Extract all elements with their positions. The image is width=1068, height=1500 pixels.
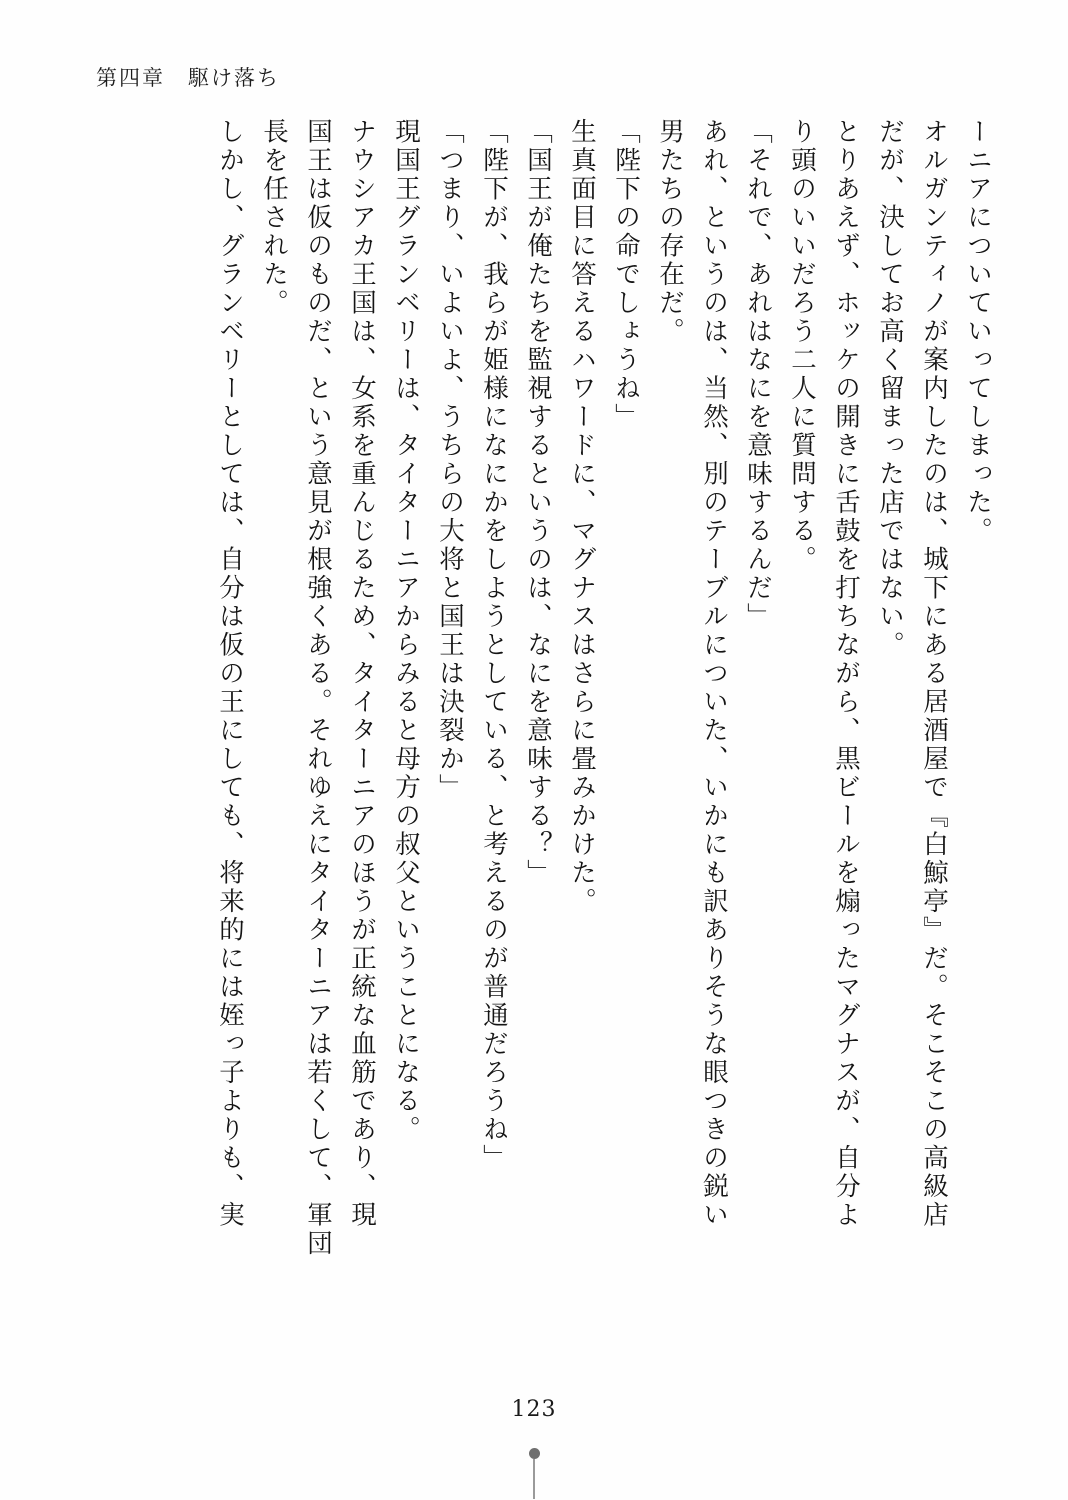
text-line: り頭のいいだろう二人に質問する。 [787, 118, 817, 574]
binding-mark-icon [529, 1448, 539, 1500]
chapter-header: 第四章 駆け落ち [96, 66, 280, 90]
text-line: 生真面目に答えるハワードに、マグナスはさらに畳みかけた。 [567, 118, 597, 916]
text-line: 「陛下の命でしょうね」 [611, 118, 641, 432]
text-line: 「国王が俺たちを監視するというのは、なにを意味する？」 [523, 118, 553, 888]
text-line: 「それで、あれはなにを意味するんだ」 [743, 118, 773, 631]
binding-mark-dot [529, 1448, 540, 1459]
text-line: 現国王グランベリーは、タイターニアからみると母方の叔父ということになる。 [391, 118, 421, 1144]
text-line: ーニアについていってしまった。 [963, 118, 993, 546]
text-line: あれ、というのは、当然、別のテーブルについた、いかにも訳ありそうな眼つきの鋭い [699, 118, 729, 1230]
text-line: 男たちの存在だ。 [655, 118, 685, 346]
text-line: 国王は仮のものだ、という意見が根強くある。それゆえにタイターニアは若くして、軍団 [303, 118, 333, 1258]
text-line: 「陛下が、我らが姫様になにかをしようとしている、と考えるのが普通だろうね」 [479, 118, 509, 1173]
text-line: 長を任された。 [259, 118, 289, 318]
text-line: ナウシアカ王国は、女系を重んじるため、タイターニアのほうが正統な血筋であり、現 [347, 118, 377, 1230]
text-line: オルガンティノが案内したのは、城下にある居酒屋で『白鯨亭』だ。そこそこの高級店 [919, 118, 949, 1230]
page-number: 123 [511, 1397, 557, 1422]
text-line: 「つまり、いよいよ、うちらの大将と国王は決裂か」 [435, 118, 465, 802]
text-line: だが、決してお高く留まった店ではない。 [875, 118, 905, 660]
text-line: しかし、グランベリーとしては、自分は仮の王にしても、将来的には姪っ子よりも、実 [215, 118, 245, 1230]
binding-mark-stem [533, 1459, 535, 1499]
vertical-text-body [108, 118, 993, 1358]
text-line: とりあえず、ホッケの開きに舌鼓を打ちながら、黒ビールを煽ったマグナスが、自分よ [831, 118, 861, 1230]
